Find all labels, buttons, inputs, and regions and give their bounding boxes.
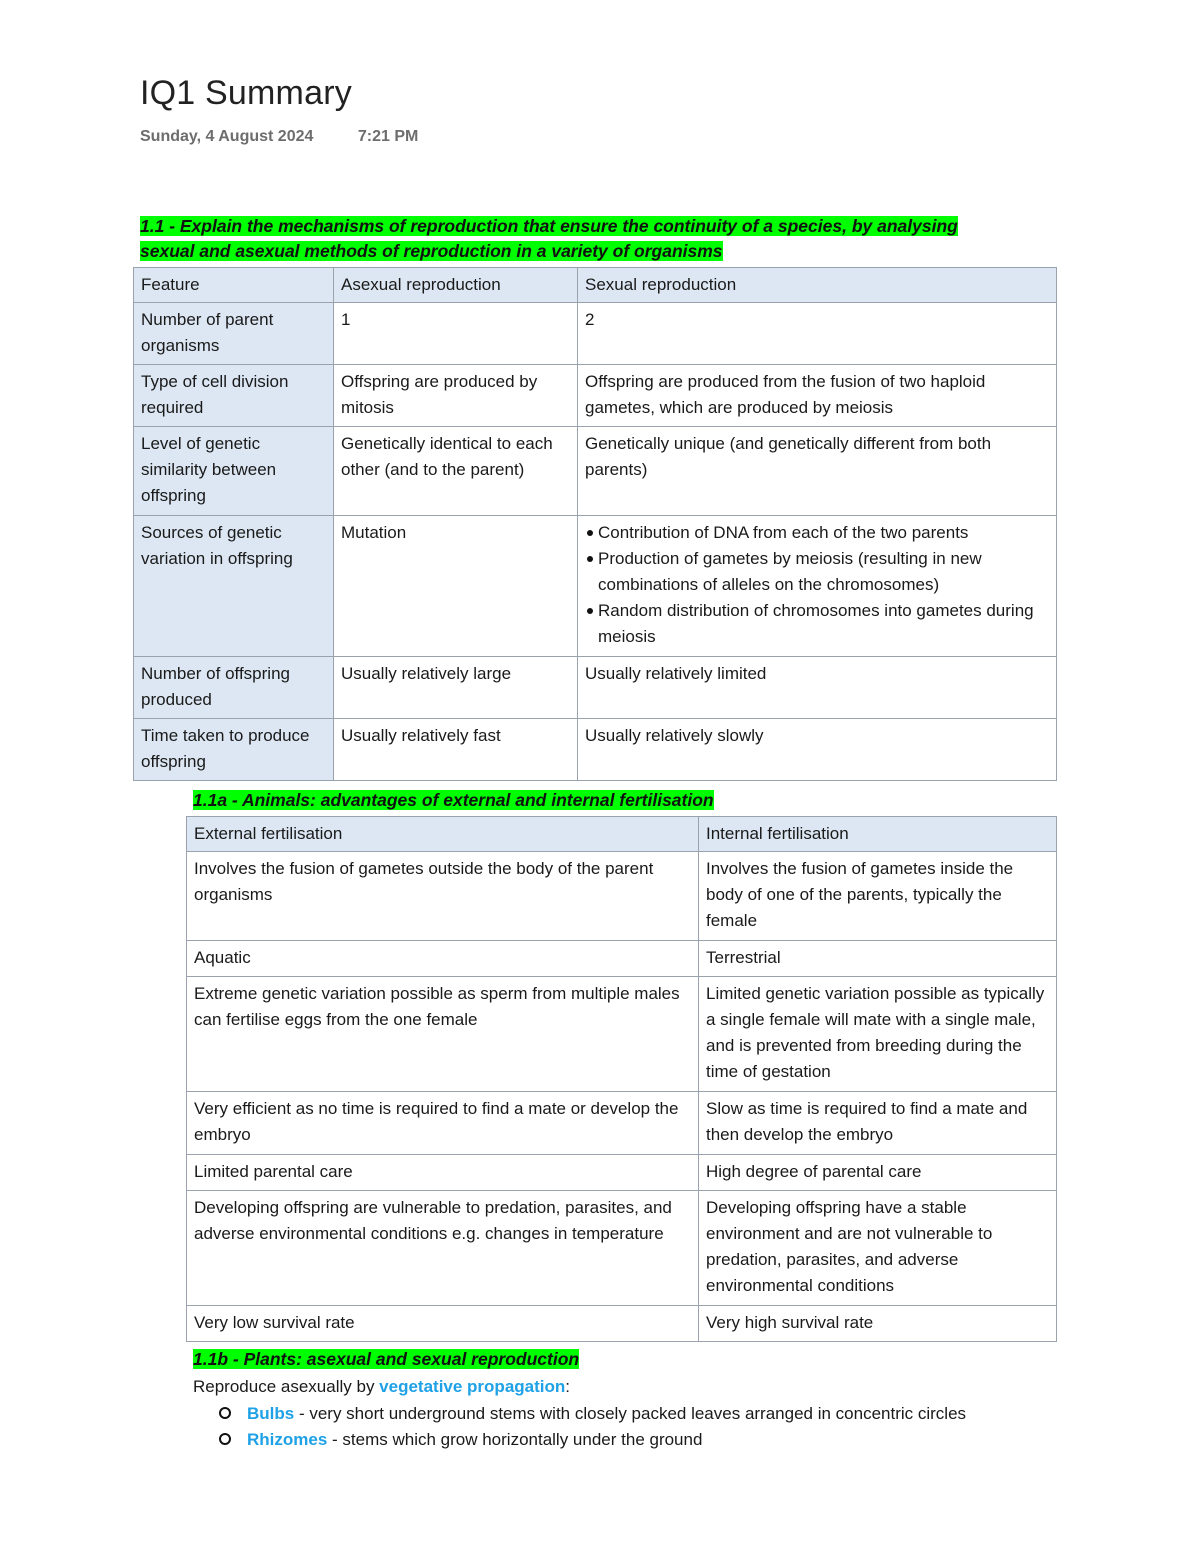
list-item: Contribution of DNA from each of the two parents [585, 520, 1050, 546]
external-cell: Limited parental care [187, 1155, 699, 1191]
feature-cell: Number of parent organisms [134, 303, 334, 365]
sexual-cell: Usually relatively limited [578, 657, 1057, 719]
table-row [187, 852, 1057, 941]
table-row [134, 365, 1057, 427]
asexual-cell: 1 [334, 303, 578, 365]
table-row [187, 977, 1057, 1092]
sexual-cell: Genetically unique (and genetically different from both parents) [578, 427, 1057, 516]
external-cell: Aquatic [187, 941, 699, 977]
hollow-circle-bullet-icon [219, 1433, 231, 1445]
section-1-1a-heading [193, 788, 714, 813]
list-item-term: Bulbs [247, 1404, 295, 1423]
feature-cell: Level of genetic similarity between offspring [134, 427, 334, 516]
table-row [187, 1306, 1057, 1342]
list-item: Random distribution of chromosomes into gametes during meiosis [585, 598, 1050, 650]
list-item: Production of gametes by meiosis (resulting in new combinations of alleles on the chromosomes) [585, 546, 1050, 598]
table-row [134, 657, 1057, 719]
list-item-term: Rhizomes [247, 1430, 328, 1449]
table-header-row [187, 817, 1057, 852]
intro-term: vegetative propagation [379, 1377, 566, 1396]
external-cell: Very low survival rate [187, 1306, 699, 1342]
page-meta [140, 128, 418, 146]
asexual-cell: Mutation [334, 516, 578, 657]
internal-cell: High degree of parental care [699, 1155, 1057, 1191]
list-item-text: - very short underground stems with closely packed leaves arranged in concentric circles [294, 1404, 967, 1423]
sexual-cell: 2 [578, 303, 1057, 365]
section-1-1-heading-line2: sexual and asexual methods of reproduction in a variety of organisms [140, 241, 723, 261]
table-row [187, 1191, 1057, 1306]
page-date: Sunday, 4 August 2024 [140, 128, 314, 145]
internal-cell: Terrestrial [699, 941, 1057, 977]
table-row [134, 427, 1057, 516]
intro-prefix: Reproduce asexually by [193, 1377, 380, 1396]
internal-cell: Involves the fusion of gametes inside the body of one of the parents, typically the female [699, 852, 1057, 941]
list-item-text: - stems which grow horizontally under the ground [327, 1430, 703, 1449]
section-1-1b-heading-text: 1.1b - Plants: asexual and sexual reproduction [193, 1349, 580, 1369]
sexual-cell [578, 516, 1057, 657]
page-title: IQ1 Summary [140, 74, 352, 112]
external-cell: Extreme genetic variation possible as sperm from multiple males can fertilise eggs from the one female [187, 977, 699, 1092]
table-row [187, 941, 1057, 977]
variation-sources-list [585, 520, 1050, 650]
section-1-1b-heading [193, 1347, 579, 1372]
external-cell: Very efficient as no time is required to find a mate or develop the embryo [187, 1092, 699, 1155]
table-row [187, 1155, 1057, 1191]
table-row [134, 719, 1057, 781]
header-cell-internal: Internal fertilisation [699, 817, 1057, 852]
reproduction-comparison-table [133, 267, 1057, 781]
fertilisation-table [186, 816, 1057, 1342]
vegetative-propagation-list [217, 1401, 1037, 1453]
section-1-1a-heading-text: 1.1a - Animals: advantages of external and internal fertilisation [193, 790, 714, 810]
header-cell-feature: Feature [134, 268, 334, 303]
table-row [134, 303, 1057, 365]
sexual-cell: Offspring are produced from the fusion of two haploid gametes, which are produced by meiosis [578, 365, 1057, 427]
table-row [187, 1092, 1057, 1155]
vegetative-propagation-intro [193, 1374, 570, 1400]
asexual-cell: Offspring are produced by mitosis [334, 365, 578, 427]
header-cell-asexual: Asexual reproduction [334, 268, 578, 303]
external-cell: Developing offspring are vulnerable to predation, parasites, and adverse environmental conditions e.g. changes in temperature [187, 1191, 699, 1306]
asexual-cell: Usually relatively large [334, 657, 578, 719]
page-time: 7:21 PM [357, 128, 419, 145]
internal-cell: Very high survival rate [699, 1306, 1057, 1342]
table-header-row [134, 268, 1057, 303]
internal-cell: Slow as time is required to find a mate and then develop the embryo [699, 1092, 1057, 1155]
list-item [217, 1427, 1037, 1453]
section-1-1-heading [140, 214, 958, 264]
hollow-circle-bullet-icon [219, 1407, 231, 1419]
asexual-cell: Genetically identical to each other (and to the parent) [334, 427, 578, 516]
asexual-cell: Usually relatively fast [334, 719, 578, 781]
external-cell: Involves the fusion of gametes outside the body of the parent organisms [187, 852, 699, 941]
table-row [134, 516, 1057, 657]
internal-cell: Limited genetic variation possible as typically a single female will mate with a single male, and is prevented from breeding during the time of gestation [699, 977, 1057, 1092]
intro-suffix: : [565, 1377, 571, 1396]
feature-cell: Number of offspring produced [134, 657, 334, 719]
sexual-cell: Usually relatively slowly [578, 719, 1057, 781]
feature-cell: Sources of genetic variation in offspring [134, 516, 334, 657]
feature-cell: Time taken to produce offspring [134, 719, 334, 781]
internal-cell: Developing offspring have a stable environment and are not vulnerable to predation, parasites, and adverse environmental conditions [699, 1191, 1057, 1306]
header-cell-sexual: Sexual reproduction [578, 268, 1057, 303]
list-item [217, 1401, 1037, 1427]
feature-cell: Type of cell division required [134, 365, 334, 427]
header-cell-external: External fertilisation [187, 817, 699, 852]
section-1-1-heading-line1: 1.1 - Explain the mechanisms of reproduction that ensure the continuity of a species, by analysing [140, 216, 958, 236]
